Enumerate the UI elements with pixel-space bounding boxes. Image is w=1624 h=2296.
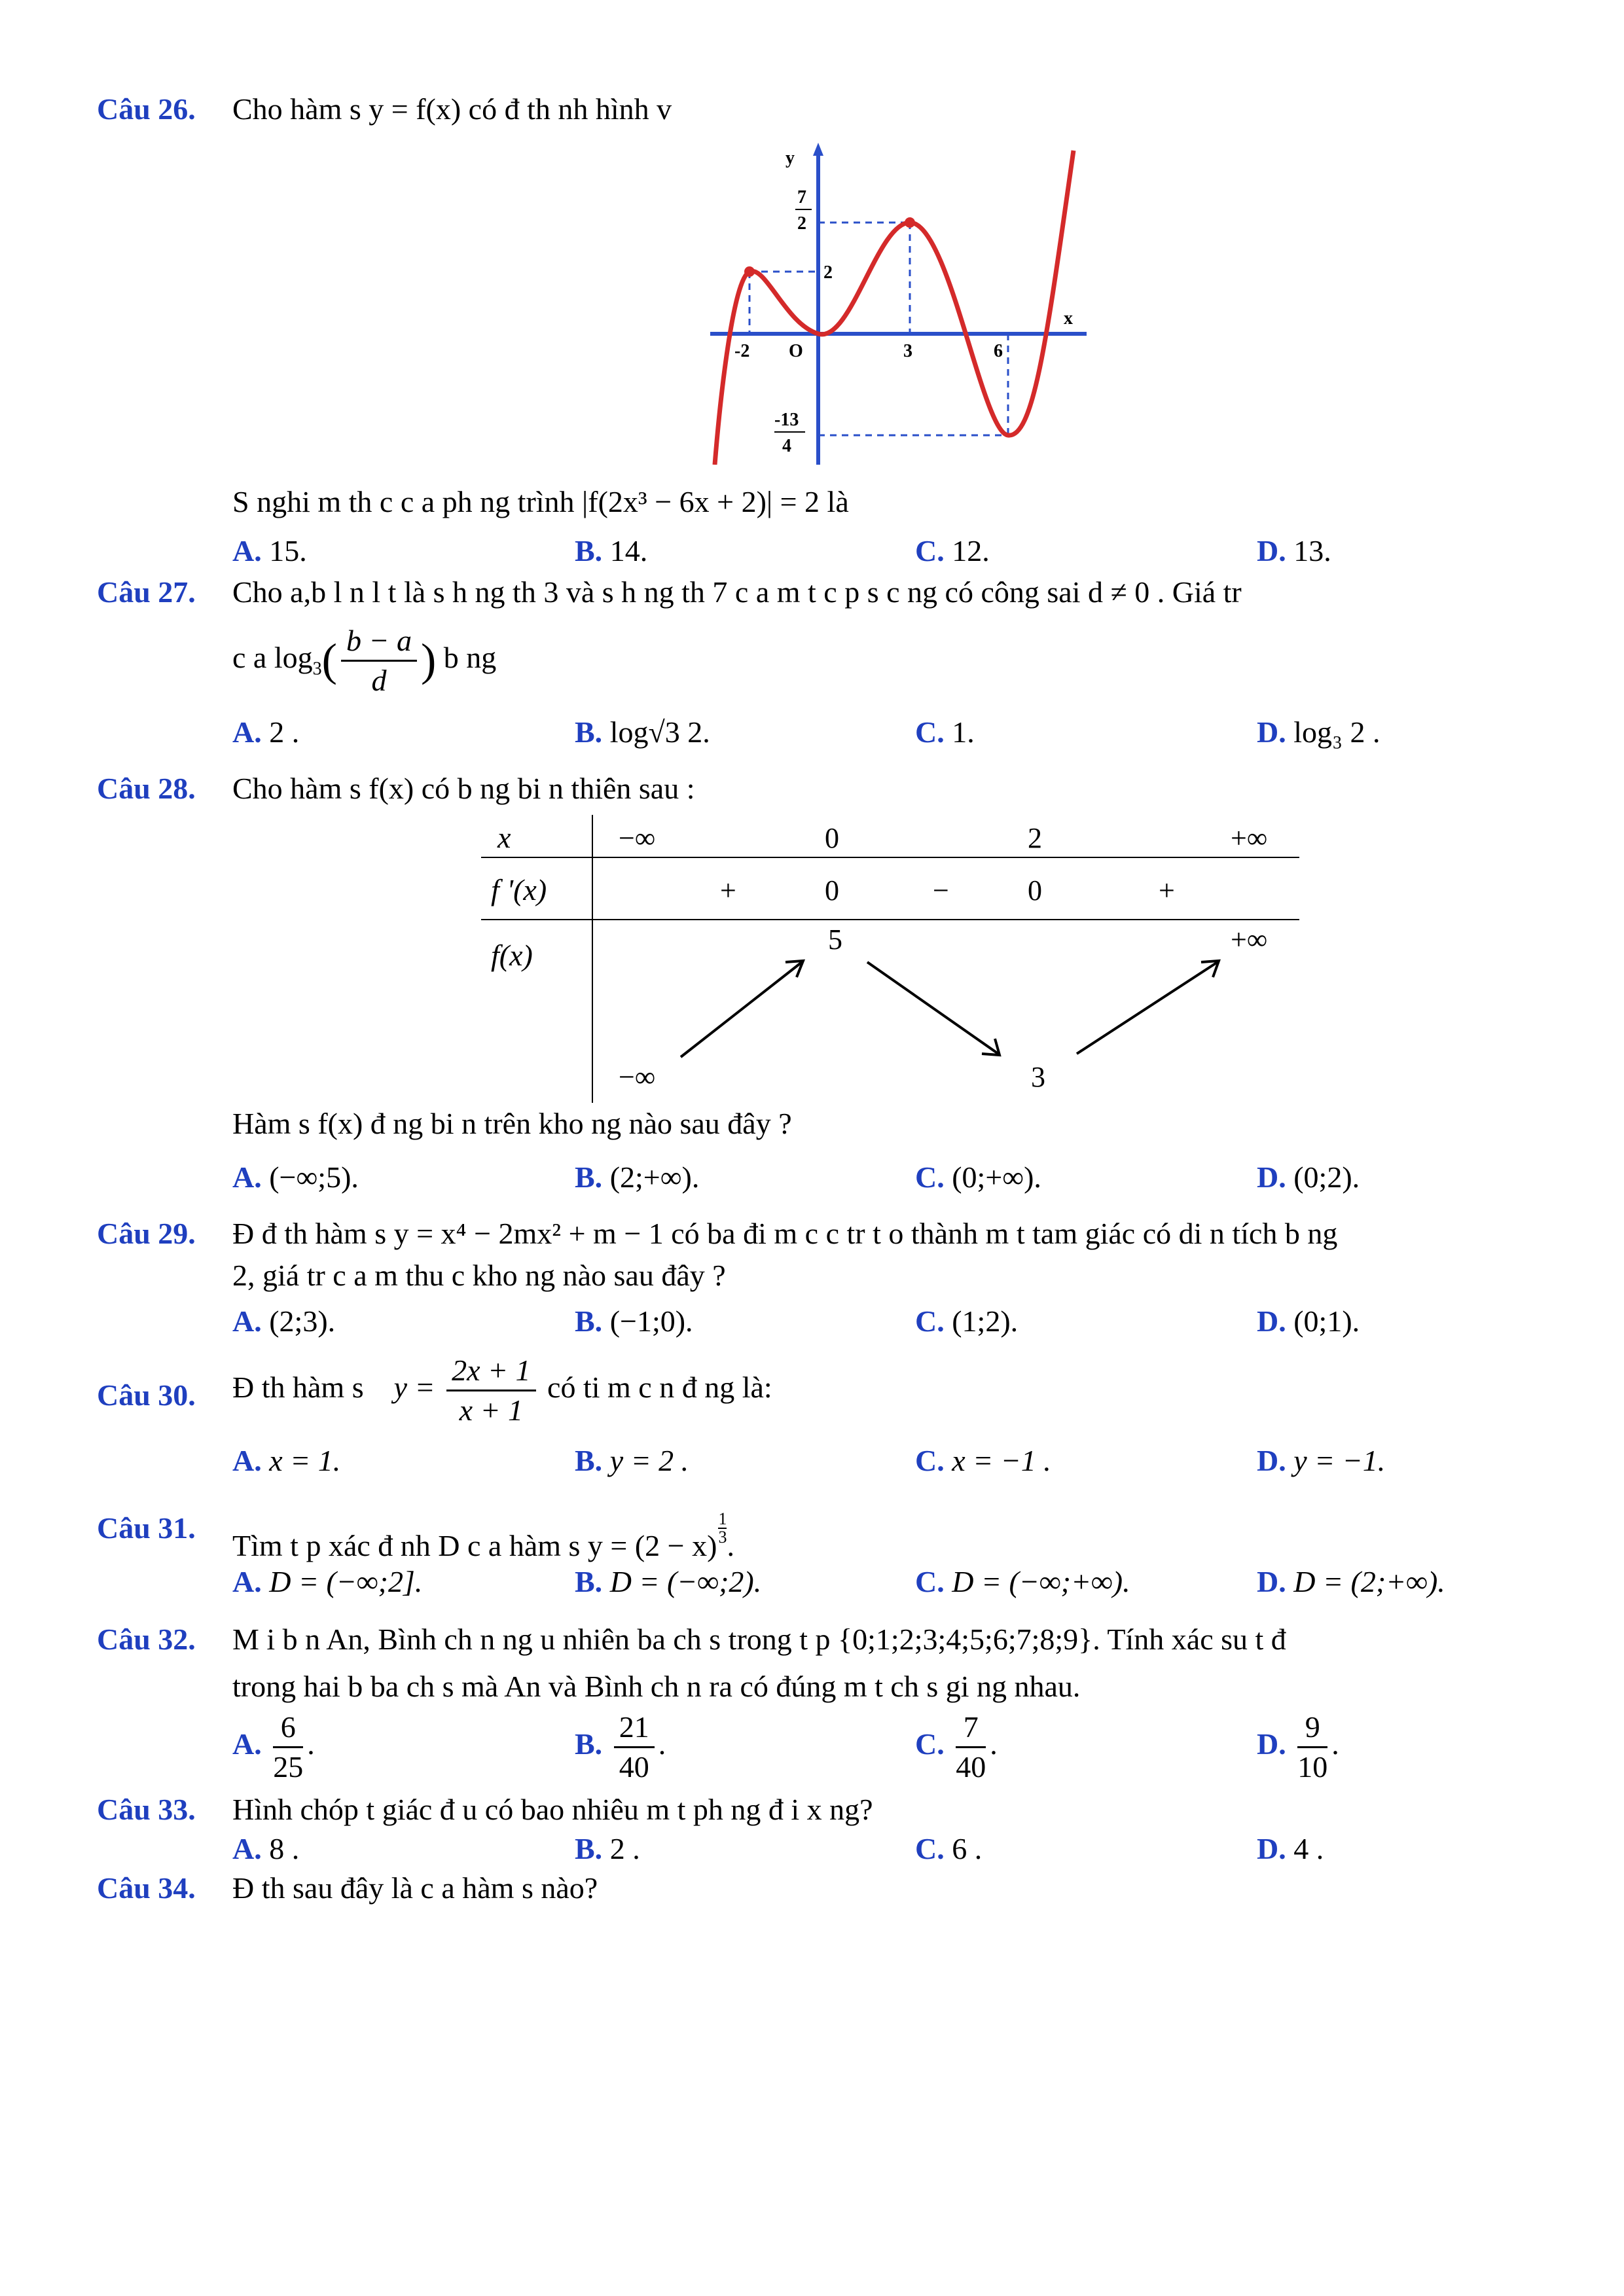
q32-option-c[interactable]: C. $\frac{7}{40}$ . <box>915 1708 998 1786</box>
q27-frac-den: d <box>371 664 387 697</box>
question-28-text: Cho hàm s f(x) có b ng bi n thiên sau : <box>232 772 695 805</box>
q31-exp-num: 1 <box>718 1509 727 1528</box>
q30-option-c[interactable]: C. x = −1 . <box>915 1444 1051 1477</box>
q26-option-a[interactable]: A. 15. <box>232 534 307 567</box>
q33-option-a[interactable]: A. 8 . <box>232 1832 300 1865</box>
x-axis-label: x <box>1064 308 1073 329</box>
table-x-minus-inf: −∞ <box>619 822 656 854</box>
q28-option-c[interactable]: C. (0;+∞). <box>915 1160 1041 1194</box>
question-33-number: Câu 33. <box>97 1793 196 1826</box>
q27-option-a[interactable]: A. 2 . <box>232 715 300 749</box>
y-axis-label: y <box>785 148 795 168</box>
q31-exp-den: 3 <box>718 1528 727 1547</box>
x-tick-6: 6 <box>994 341 1003 361</box>
q30-option-a[interactable]: A. x = 1. <box>232 1444 341 1477</box>
local-max-point <box>744 266 755 277</box>
question-29-text-2: 2, giá tr c a m thu c kho ng nào sau đây ? <box>232 1259 726 1292</box>
q29-option-c[interactable]: C. (1;2). <box>915 1304 1019 1338</box>
table-sign-minus: − <box>933 874 949 906</box>
table-arrows <box>681 961 1219 1057</box>
variation-table <box>481 815 1299 1103</box>
table-sign-zero-2: 0 <box>1028 874 1042 906</box>
q32-option-b[interactable]: B. $\frac{21}{40}$ . <box>575 1708 666 1786</box>
table-sign-plus-1: + <box>720 874 736 906</box>
q30-option-d[interactable]: D. y = −1. <box>1257 1444 1386 1477</box>
q31-option-c[interactable]: C. D = (−∞;+∞). <box>915 1565 1130 1598</box>
question-32-text-2: trong hai b ba ch s mà An và Bình ch n ra có đúng m t ch s gi ng nhau. <box>232 1670 1081 1703</box>
x-tick-minus-2: -2 <box>734 341 750 361</box>
table-f-minus-inf: −∞ <box>619 1061 656 1093</box>
q33-option-c[interactable]: C. 6 . <box>915 1832 983 1865</box>
q29-option-b[interactable]: B. (−1;0). <box>575 1304 693 1338</box>
q30-option-b[interactable]: B. y = 2 . <box>575 1444 689 1477</box>
question-32-number: Câu 32. <box>97 1623 196 1656</box>
q32-option-d[interactable]: D. $\frac{9}{10}$ . <box>1257 1708 1339 1786</box>
y-tick-2: 2 <box>823 262 833 283</box>
question-31-number: Câu 31. <box>97 1511 196 1545</box>
question-33-text: Hình chóp t giác đ u có bao nhiêu m t ph ng đ i x ng? <box>232 1793 873 1826</box>
table-sign-zero-1: 0 <box>825 874 839 906</box>
question-32-text: M i b n An, Bình ch n ng u nhiên ba ch s trong t p {0;1;2;3;4;5;6;7;8;9}. Tính xác su t đ <box>232 1623 1286 1656</box>
question-29-text: Đ đ th hàm s y = x⁴ − 2mx² + m − 1 có ba đi m c c tr t o thành m t tam giác có di n tích b ng <box>232 1217 1338 1250</box>
q31-option-a[interactable]: A. D = (−∞;2]. <box>232 1565 423 1598</box>
table-f-plus-inf: +∞ <box>1231 924 1268 956</box>
q28-option-b[interactable]: B. (2;+∞). <box>575 1160 700 1194</box>
table-x-2: 2 <box>1028 822 1042 854</box>
q31-option-d[interactable]: D. D = (2;+∞). <box>1257 1565 1445 1598</box>
table-f-label: f(x) <box>491 939 533 972</box>
question-27-expression: c a $\log_3$( $\frac{b - a}{d}$ ) b ng <box>232 622 496 700</box>
question-31-text: Tìm t p xác đ nh D c a hàm s y = (2 − x) $\frac{1}{3}$ . <box>232 1509 734 1562</box>
q26-option-c[interactable]: C. 12. <box>915 534 990 567</box>
q32-option-a[interactable]: A. $\frac{6}{25}$ . <box>232 1708 315 1786</box>
table-x-plus-inf: +∞ <box>1231 822 1268 854</box>
question-27-number: Câu 27. <box>97 575 196 609</box>
question-28-number: Câu 28. <box>97 772 196 805</box>
local-max-point <box>905 217 915 228</box>
function-curve <box>715 151 1074 465</box>
q33-option-b[interactable]: B. 2 . <box>575 1832 640 1865</box>
origin-label: O <box>789 341 803 361</box>
q27-option-d[interactable]: D. log₃ 2 . <box>1257 715 1380 749</box>
q27-option-b[interactable]: B. log√3 2. <box>575 715 710 749</box>
question-34-text: Đ th sau đây là c a hàm s nào? <box>232 1871 598 1905</box>
x-tick-3: 3 <box>903 341 912 361</box>
q26-option-d[interactable]: D. 13. <box>1257 534 1331 567</box>
graph-axes <box>710 151 1087 465</box>
question-27-text: Cho a,b l n l t là s h ng th 3 và s h ng th 7 c a m t c p s c ng có công sai d ≠ 0 . Giá tr <box>232 575 1242 609</box>
question-29-number: Câu 29. <box>97 1217 196 1250</box>
y-tick-minus-13-4-num: -13 <box>774 410 799 430</box>
y-tick-minus-13-4-den: 4 <box>782 436 791 456</box>
y-axis-arrow-icon <box>813 143 823 156</box>
q29-option-a[interactable]: A. (2;3). <box>232 1304 336 1338</box>
table-fprime-label: f '(x) <box>491 873 547 906</box>
table-x-label: x <box>497 821 511 854</box>
q29-option-d[interactable]: D. (0;1). <box>1257 1304 1360 1338</box>
table-f-3: 3 <box>1031 1061 1045 1093</box>
q33-option-d[interactable]: D. 4 . <box>1257 1832 1324 1865</box>
q30-frac-den: x + 1 <box>459 1393 524 1427</box>
q27-option-c[interactable]: C. 1. <box>915 715 975 749</box>
question-34-number: Câu 34. <box>97 1871 196 1905</box>
y-tick-7-2-num: 7 <box>797 187 806 207</box>
q28-option-a[interactable]: A. (−∞;5). <box>232 1160 359 1194</box>
question-26-graph <box>700 137 1093 465</box>
question-28-prompt: Hàm s f(x) đ ng bi n trên kho ng nào sau đây ? <box>232 1107 792 1140</box>
q28-option-d[interactable]: D. (0;2). <box>1257 1160 1360 1194</box>
question-26-prompt: S nghi m th c c a ph ng trình |f(2x³ − 6x + 2)| = 2 là <box>232 485 849 518</box>
q26-option-b[interactable]: B. 14. <box>575 534 648 567</box>
q30-frac-num: 2x + 1 <box>446 1352 535 1391</box>
question-26-number: Câu 26. <box>97 92 196 126</box>
q27-frac-num: b − a <box>341 622 417 662</box>
q31-option-b[interactable]: B. D = (−∞;2). <box>575 1565 762 1598</box>
question-30-text: Đ th hàm s y = $\frac{2x + 1}{x + 1}$ có ti m c n đ ng là: <box>232 1352 772 1429</box>
question-30-number: Câu 30. <box>97 1378 196 1412</box>
question-26-text: Cho hàm s y = f(x) có đ th nh hình v <box>232 92 672 126</box>
table-f-5: 5 <box>828 924 842 956</box>
table-x-0: 0 <box>825 822 839 854</box>
y-tick-7-2-den: 2 <box>797 213 806 234</box>
table-sign-plus-2: + <box>1159 874 1175 906</box>
